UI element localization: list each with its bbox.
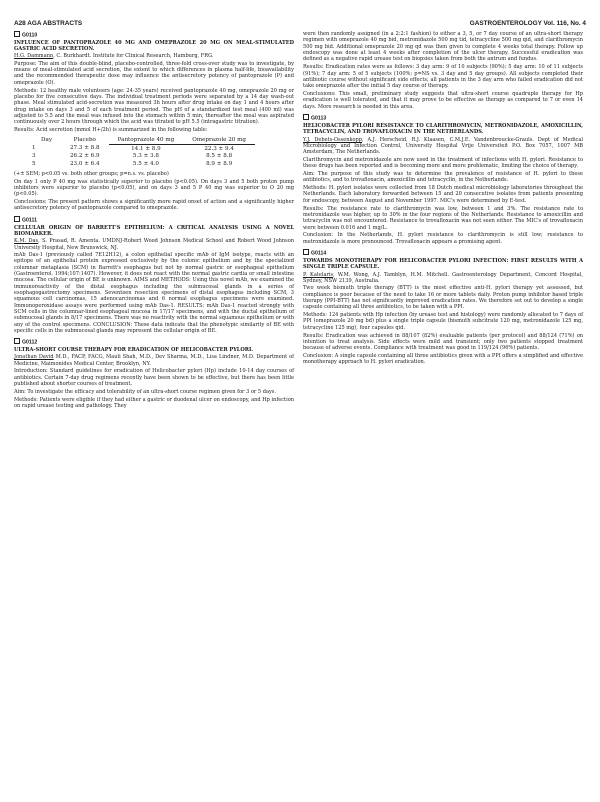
checkbox-icon	[14, 338, 20, 344]
abstract-paragraph: Conclusions: The present pattern shows a significantly more rapid onset of action and a significantly higher antisecretory potency of pantoprazole compared to omeprazole.	[14, 199, 294, 212]
table-header-row: Day Placebo Pantoprazole 40 mg Omeprazole 20 mg	[32, 137, 255, 145]
abstract-paragraph: were then randomly assigned (in a 2:2:1 fashion) to either a 3, 5, or 7 day course of an ultra-short therapy regimen with omeprazole 40 mg bid, metronidazole 500 mg tid, tetracycline 500 mg qid, and clarithromycin 500 mg bid. Additional omeprazole 20 mg qd was then given to complete 4 weeks total therapy. Follow up endoscopy was done at least 4 weeks after completion of the ulcer therapy. Successful eradication was defined as a negative rapid urease test on biopsies taken from both the antrum and fundus.	[303, 31, 583, 63]
abstract-paragraph: Clarithromycin and metronidazole are now used in the treatment of infections with H. pylori. Resistance to these drugs has been reported and is becoming more and more problematic, limiting the choice of therapy.	[303, 156, 583, 169]
abstract-paragraph: Conclusion: A single capsule containing all three antibiotics given with a PPI offers a simplified and effective monotherapy approach to H. pylori eradication.	[303, 353, 583, 366]
abstract-paragraph: Results: Eradication rates were as follows: 3 day arm: 9 of 10 subjects (90%); 5 day arm: 10 of 11 subjects (91%); 7 day arm: 5 of 5 subjects (100%; p=NS vs. 3 day and 5 day groups). All subjects completed their antibiotic course without significant side effects; all patients in the 3 day arm who failed eradication did not take omeprazole after the initial 5 day course of therapy.	[303, 64, 583, 90]
abstract-paragraph: Aim: The purpose of this study was to determine the prevalence of resistance of H. pylori to these antibiotics, and to trovafloxacin, amoxicillin and tetracyclin, in the Netherlands.	[303, 170, 583, 184]
table-row: 3 26.2 ± 6.9 5.3 ± 3.8 8.5 ± 8.8	[32, 153, 233, 160]
abstract	[14, 216, 294, 335]
results-table	[32, 137, 255, 168]
abstract-authors: P. Katelaris, W.M. Wong, A.J. Tamblyn, H.M. Mitchell. Gastroenterology Department, Concord Hospital, Sydney, NSW 2139, Australia.	[303, 271, 583, 284]
abstract-continuation	[303, 31, 583, 110]
abstract	[303, 114, 583, 245]
abstract-paragraph: Methods: 124 patients with Hp infection (by urease test and histology) were randomly allocated to 7 days of PPI (omeprazole 20 mg bd) plus a single triple capsule (bismuth subcitrate 120 mg, metronidazole 125 mg, tetracycline 125 mg), four capsules qid.	[303, 312, 583, 331]
abstract-paragraph: mAb Das-1 (previously called 7E12H12), a colon epithelial specific mAb of IgM isotype, reacts with an epitope of an epithelial protein expressed exclusively by the colonic epithelium and by the specialized columnar metaplasia (SCM) in Barrett's esophagus but not by normal gastric or esophageal epithelium (Gastroenterol. 1994;107:1407). However, it does not react with the normal gastric cardia or small intestine mucosa. The cellular origin of BE is unknown. AIMS and METHODS: Using this novel mAb, we examined the immunoreactivity of the distal esophagus including the submucosal glands in a series of esophagogastrectomy specimens. Seventeen resection specimens of distal esophagus including SCM, 3 squamous cell carcinomas, 15 adenocarcinomas and 6 normal esophagus specimens were examined. Immunoperoxidase assays were performed using mAb Das-1. RESULTS: mAb Das-1 reacted strongly with SCM cells in the columnar-lined esophageal mucosa in 17/17 specimens, and with the ductal epithelium of submucosal glands in 8/17 specimens. There was no reactivity with the normal squamous epithelium or with any of the control specimens. CONCLUSION: These data indicate that the phenotypic similarity of BE with specific cells in the submucosal glands may represent the cellular origin of BE.	[14, 251, 294, 334]
abstract-code: G0113	[303, 114, 583, 122]
abstract-paragraph: Results: Eradication was achieved in 88/107 (82%) evaluable patients (per protocol) and 88/124 (71%) on intention to treat analysis. Side effects were mild and transient; only two patients stopped treatment because of adverse events. Compliance with treatment was good in 119/124 (96%) patients.	[303, 332, 583, 352]
abstract-code: G0112	[14, 338, 294, 346]
abstract-paragraph: Methods: 12 healthy male volunteers (age: 24-35 years) received pantoprazole 40 mg, omeprazole 20 mg or placebo for five consecutive days. The individual treatment periods were separated by a 14 day wash-out phase. Meal stimulated acid-secretion was measured 3h hours after drug intake on day 1 and 4 hours after drug intake on days 3 and 5 of each treatment period. The pH of a standardized test meal (400 ml) was adjusted to 5.5 and the meal was infused into the stomach within 5 min, thereafter the meal was aspirated continuously over 2 hours through which the acid was titrated to pH 5.5 (intragastric titration).	[14, 87, 294, 126]
abstract-authors: K.M. Das, S. Prasad, R. Amenta. UMDNJ-Robert Wood Johnson Medical School and Robert Wood Johnson University Hospital, New Brunswick, NJ.	[14, 238, 294, 251]
abstract-authors: H.G. Dammann, C. Burkhardt. Institute for Clinical Research, Hamburg, FRG.	[14, 53, 214, 60]
abstract-title: CELLULAR ORIGIN OF BARRETT'S EPITHELIUM: A CRITICAL ANALYSIS USING A NOVEL BIOMARKER.	[14, 224, 294, 237]
abstract-code: G0110	[14, 31, 294, 39]
abstract-paragraph: Methods: Patients were eligible if they had either a gastric or duodenal ulcer on endoscopy, and Hp infection on rapid urease testing and pathology. They	[14, 396, 294, 409]
right-column	[303, 31, 583, 370]
abstract-paragraph: Methods: H. pylori isolates were collected from 18 Dutch medical microbiology laboratories throughout the Netherlands. Each laboratory forwarded between 15 and 20 consecutive isolates from patients presenting for endoscopy, between August and November 1997. MIC's were determined by E-test.	[303, 184, 583, 204]
abstract-paragraph: Conclusions: This small, preliminary study suggests that ultra-short course quadruple therapy for Hp eradication is well tolerated, and that it may prove to be effective as therapy as compared to 7 or even 14 days. More research is needed in this area.	[303, 91, 583, 110]
checkbox-icon	[303, 114, 309, 120]
abstract-paragraph: Results: Acid secretion (mmol H+/2h) is summarized in the following table:	[14, 127, 208, 134]
abstract	[303, 249, 583, 366]
abstract-paragraph: Introduction: Standard guidelines for eradication of Helicobacter pylori (Hp) include 10-14 day courses of antibiotics. Certain 7-day drug regimens recently have been shown to be effective, but there has been little published about shorter courses of treatment.	[14, 368, 294, 387]
abstract-paragraph: Results: The resistance rate to clarithromycin was low, between 1 and 3%. The resistance rate to metronidazole was higher, up to 30% in the four regions of the Netherlands. Resistance to amoxicillin and tetracyclin was not encountered. Resistance to trovafloxacin was not seen either. The MIC's of trovafloxacin were between 0.016 and 1 mg/L.	[303, 205, 583, 231]
abstract-title: INFLUENCE OF PANTOPRAZOLE 40 MG AND OMEPRAZOLE 20 MG ON MEAL-STIMULATED GASTRIC ACID SECRETION.	[14, 39, 294, 53]
table-note: (+± SEM; p<0.05 vs. both other groups; p=n.s. vs. placebo)	[14, 170, 169, 177]
abstract-authors: Jonathan David M.D., FACP, FACG, Mauli Shah, M.D., Dev Sharma, M.D., Lisa Lindner, M.D. Department of Medicine, Maimonides Medical Center, Brooklyn, NY.	[14, 354, 295, 367]
table-row: 5 23.0 ± 6.4 5.5 ± 4.0 8.9 ± 8.9	[32, 160, 233, 167]
abstract-paragraph: Purpose: The aim of this double-blind, placebo-controlled, three-fold cross-over study was to investigate, by means of meal-stimulated acid secretion, the extent to which differences in plasma half-life, bioavailability and the recommended therapeutic dose may influence the antisecretory potency of pantoprazole (P) and omeprazole (O).	[14, 60, 294, 86]
abstract-paragraph: Conclusion: In the Netherlands, H. pylori resistance to clarithromycin is still low; resistance to metronidazole is more pronounced. Trovafloxacin appears a promising agent.	[303, 232, 583, 245]
abstract-paragraph: Aim: To investigate the efficacy and tolerability of an ultra-short course regimen given for 3 or 5 days.	[14, 388, 277, 395]
header-right: GASTROENTEROLOGY Vol. 116, No. 4	[469, 20, 586, 27]
checkbox-icon	[14, 31, 20, 37]
abstract-paragraph: Two week bismuth triple therapy (BTT) is the most effective anti-H. pylori therapy yet assessed, but compliance is poor because of the need to take 16 or more tablets daily. Proton pump inhibitor based triple therapy (PPI-BTT) has not significantly improved eradication rates. We therefore set out to develop a single capsule containing all three antibiotics, to be taken with a PPI.	[303, 285, 583, 311]
abstract-authors: Y.J. Debets-Ossenkopp, A.J. Herscheid, R.J. Klaasen, C.M.J.E. Vandenbroucke-Grauls. Dept of Medical Microbiology and Infection Control, University Hospital Vrije Universiteit P.O. Box 7057, 1007 MB Amsterdam, The Netherlands.	[303, 136, 584, 156]
abstract-title: TOWARDS MONOTHERAPY FOR HELICOBACTER PYLORI INFECTION: FIRST RESULTS WITH A SINGLE TRIPLE CAPSULE.	[303, 257, 583, 271]
abstract	[14, 31, 294, 212]
running-header	[14, 20, 586, 30]
left-column	[14, 31, 294, 413]
checkbox-icon	[303, 249, 309, 255]
abstract-paragraph: On day 1 only P 40 mg was statistically superior to placebo (p<0.05). On days 3 and 5 both proton pump inhibitors were superior to placebo (p<0.05), and on days 3 and 5 P 40 mg was superior to O 20 mg (p<0.05).	[14, 178, 294, 198]
abstract-code: G0111	[14, 216, 294, 224]
abstract-title: ULTRA-SHORT COURSE THERAPY FOR ERADICATION OF HELICOBACTER PYLORI.	[14, 347, 254, 354]
abstract-code: G0114	[303, 249, 583, 257]
checkbox-icon	[14, 216, 20, 222]
table-row: 1 27.3 ± 8.8 14.1 ± 8.9 22.3 ± 9.4	[32, 145, 234, 152]
header-left: A28 AGA ABSTRACTS	[14, 20, 83, 27]
abstract	[14, 338, 294, 409]
abstract-title: HELICOBACTER PYLORI RESISTANCE TO CLARITHROMYCIN, METRONIDAZOLE, AMOXICILLIN, TETRACYCLIN, AND TROVAFLOXACIN IN THE NETHERLANDS.	[303, 122, 583, 136]
